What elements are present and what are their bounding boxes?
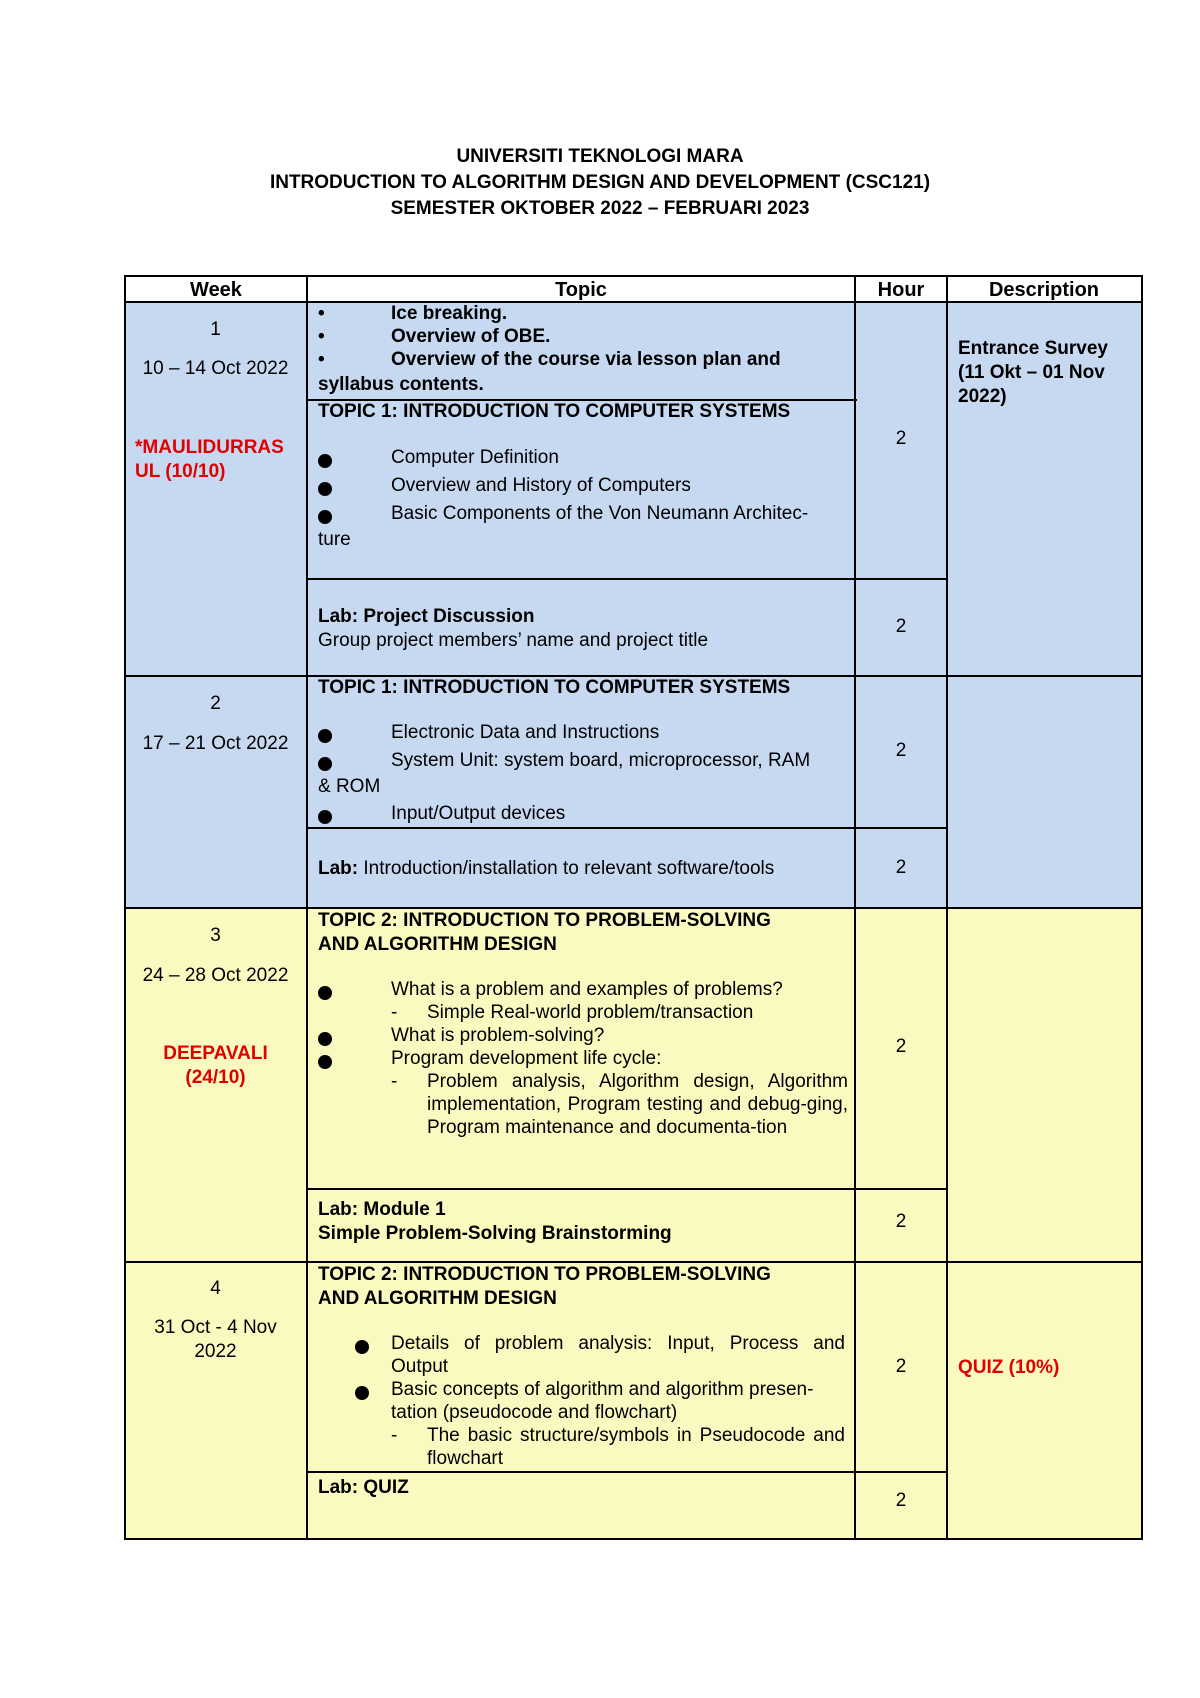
week1-topic-title: TOPIC 1: INTRODUCTION TO COMPUTER SYSTEMS <box>318 401 791 422</box>
week1-intro <box>318 302 848 397</box>
col-week: Week <box>190 279 242 301</box>
border-right <box>1141 275 1143 1540</box>
border-w3-lab <box>307 1188 948 1190</box>
border-left <box>124 275 126 1540</box>
intro-item: syllabus contents. <box>318 374 484 395</box>
course-title: INTRODUCTION TO ALGORITHM DESIGN AND DEVELOPMENT (CSC121) <box>269 172 931 193</box>
week3-topic-title-1: TOPIC 2: INTRODUCTION TO PROBLEM-SOLVING <box>318 910 771 931</box>
list-item: Basic Components of the Von Neumann Architec- <box>391 503 809 524</box>
border-w4-lab <box>307 1471 948 1473</box>
week3-lab-hour: 2 <box>895 1211 907 1232</box>
week3-topic-title-2: AND ALGORITHM DESIGN <box>318 934 557 955</box>
intro-item: Overview of OBE. <box>391 326 551 347</box>
bullet-icon <box>318 510 332 524</box>
week1-number: 1 <box>210 319 221 340</box>
col-description: Description <box>988 279 1100 301</box>
bullet-icon <box>318 1032 332 1046</box>
week3-number: 3 <box>210 925 221 946</box>
list-subitem: Simple Real-world problem/transaction <box>427 1002 754 1023</box>
week3-holiday-date: (24/10) <box>185 1067 246 1088</box>
week2-lab-hour: 2 <box>895 857 907 878</box>
list-item: & ROM <box>318 776 381 797</box>
week3-holiday-name: DEEPAVALI <box>163 1043 268 1064</box>
bullet-icon <box>318 454 332 468</box>
week1-topic-hour: 2 <box>895 428 907 449</box>
week4-number: 4 <box>210 1278 221 1299</box>
bullet-icon <box>318 757 332 771</box>
week3-dates: 24 – 28 Oct 2022 <box>142 965 289 986</box>
list-subitem: Problem analysis, Algorithm design, Algorithm implementation, Program testing and debug-ging, Program maintenance and documenta-tion <box>427 1071 848 1138</box>
list-item: Overview and History of Computers <box>391 475 691 496</box>
week2-dates: 17 – 21 Oct 2022 <box>142 733 289 754</box>
week2-topic-hour: 2 <box>895 740 907 761</box>
bullet-icon: • <box>318 303 325 324</box>
list-item: Basic concepts of algorithm and algorithm presen-tation (pseudocode and flowchart) <box>391 1379 814 1423</box>
week1-topic-list <box>318 446 848 554</box>
bullet-icon <box>318 810 332 824</box>
bullet-icon <box>318 1055 332 1069</box>
dash-icon: - <box>391 1002 398 1023</box>
week4-lab-hour: 2 <box>895 1490 907 1511</box>
week1-lab-text: Group project members’ name and project title <box>318 630 709 651</box>
col-hour: Hour <box>877 279 925 301</box>
border-w1-lab <box>307 578 948 580</box>
bullet-icon <box>318 482 332 496</box>
week2-topic-list <box>318 721 848 828</box>
list-subitem: The basic structure/symbols in Pseudocode and flowchart <box>427 1425 845 1469</box>
week4-topic-hour: 2 <box>895 1356 907 1377</box>
week3-topic-list <box>318 978 848 1139</box>
intro-item: Overview of the course via lesson plan and <box>391 349 781 370</box>
list-item: Program development life cycle: <box>391 1048 662 1069</box>
border-bottom <box>124 1538 1143 1540</box>
week1-lab-hour: 2 <box>895 616 907 637</box>
week4-description: QUIZ (10%) <box>958 1357 1060 1378</box>
week4-topic-title-1: TOPIC 2: INTRODUCTION TO PROBLEM-SOLVING <box>318 1264 771 1285</box>
intro-item: Ice breaking. <box>391 303 508 324</box>
lab-text: Introduction/installation to relevant software/tools <box>358 858 775 879</box>
university-name: UNIVERSITI TEKNOLOGI MARA <box>456 146 744 167</box>
lab-label: Lab: <box>318 858 359 879</box>
list-item: Electronic Data and Instructions <box>391 722 660 743</box>
list-item: Details of problem analysis: Input, Process and Output <box>391 1333 845 1377</box>
list-item: ture <box>318 529 351 550</box>
semester: SEMESTER OKTOBER 2022 – FEBRUARI 2023 <box>390 198 810 219</box>
border-week-topic <box>306 275 308 1540</box>
bullet-icon: • <box>318 326 325 347</box>
bullet-icon <box>355 1340 369 1354</box>
list-item: System Unit: system board, microprocessor, RAM <box>391 750 811 771</box>
week4-lab: Lab: QUIZ <box>318 1477 409 1498</box>
week1-dates: 10 – 14 Oct 2022 <box>142 358 289 379</box>
week1-description: Entrance Survey (11 Okt – 01 Nov 2022) <box>958 338 1108 407</box>
border-hour-desc <box>946 275 948 1540</box>
border-top <box>124 275 1143 277</box>
week4-topic-list <box>355 1332 845 1470</box>
list-item: What is a problem and examples of problems? <box>391 979 783 1000</box>
dash-icon: - <box>391 1425 398 1446</box>
week4-dates: 31 Oct - 4 Nov 2022 <box>154 1317 277 1362</box>
week1-holiday: *MAULIDURRAS UL (10/10) <box>135 437 284 482</box>
week1-lab-title: Lab: Project Discussion <box>318 606 535 627</box>
week2-number: 2 <box>210 693 221 714</box>
list-item: Input/Output devices <box>391 803 566 824</box>
week3-lab-title: Lab: Module 1 <box>318 1199 446 1220</box>
list-item: What is problem-solving? <box>391 1025 605 1046</box>
list-item: Computer Definition <box>391 447 559 468</box>
border-topic-hour <box>854 275 856 1540</box>
col-topic: Topic <box>555 279 607 301</box>
bullet-icon <box>318 729 332 743</box>
bullet-icon: • <box>318 349 325 370</box>
week2-topic-title: TOPIC 1: INTRODUCTION TO COMPUTER SYSTEMS <box>318 677 791 698</box>
week2-lab <box>318 857 848 881</box>
week4-topic-title-2: AND ALGORITHM DESIGN <box>318 1288 557 1309</box>
week3-lab-text: Simple Problem-Solving Brainstorming <box>318 1223 672 1244</box>
bullet-icon <box>318 986 332 1000</box>
bullet-icon <box>355 1386 369 1400</box>
dash-icon: - <box>391 1071 398 1092</box>
week3-topic-hour: 2 <box>895 1036 907 1057</box>
document-header <box>0 144 1200 222</box>
